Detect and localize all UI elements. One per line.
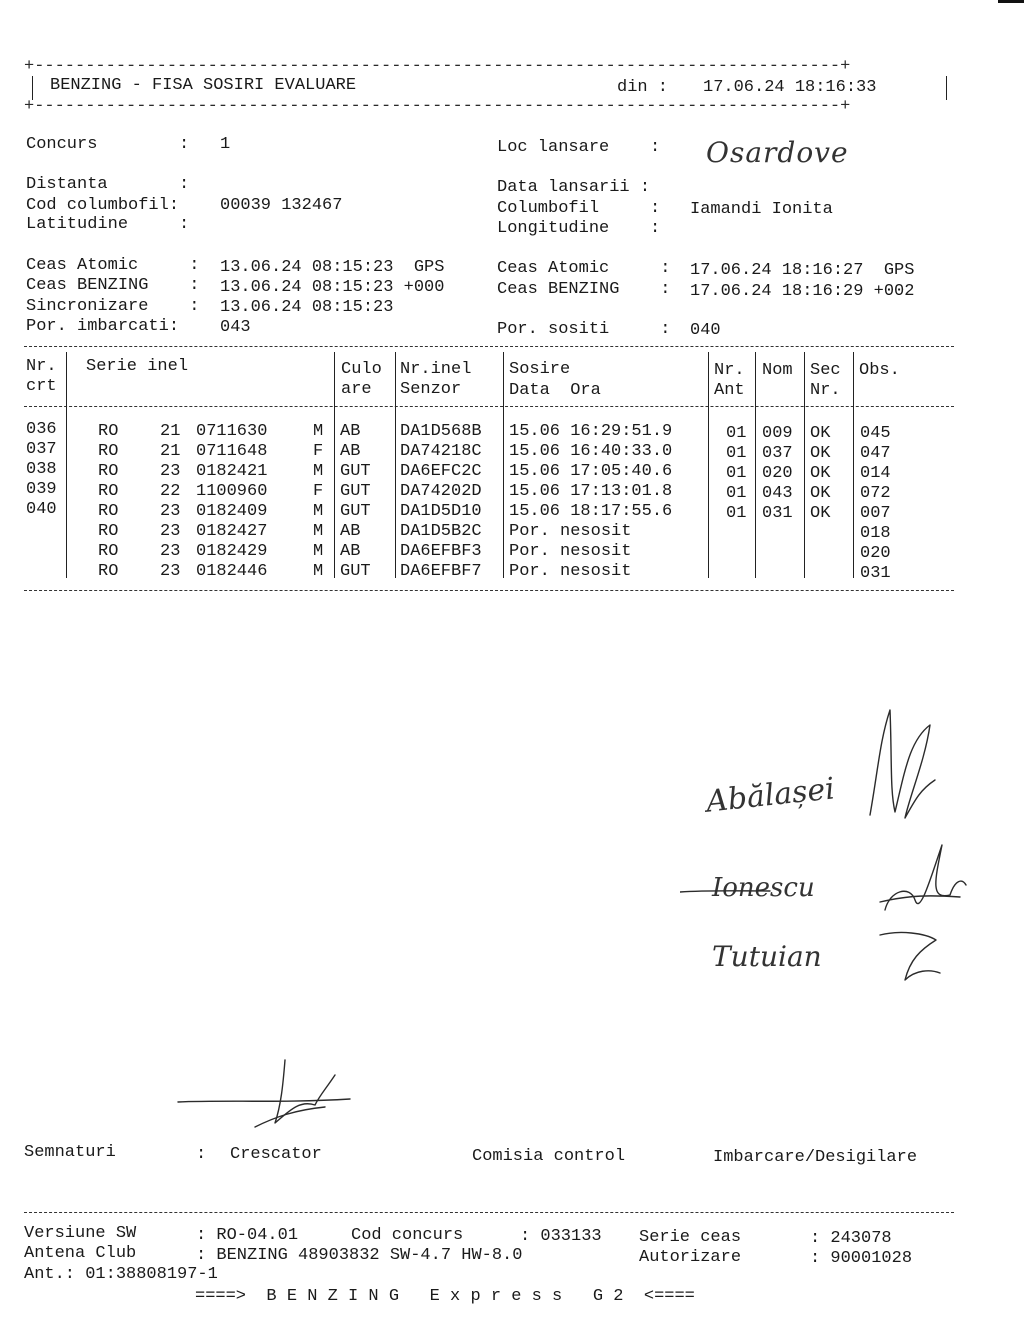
row-sensor: DA6EFBF7 xyxy=(400,562,482,581)
signature-mark-3 xyxy=(870,925,950,985)
col-divider-culoare xyxy=(395,352,396,578)
table-header-separator xyxy=(24,406,954,407)
ceas-atomic-end-label: Ceas Atomic : xyxy=(497,259,671,278)
row-color: AB xyxy=(340,442,361,461)
row-obs: 031 xyxy=(860,564,891,583)
row-nr: 040 xyxy=(26,500,57,519)
row-ring: 0182427 xyxy=(196,522,268,541)
row-color: GUT xyxy=(340,502,371,521)
handwritten-name-3: Tutuian xyxy=(712,940,822,973)
ceas-benzing-end-value: 17.06.24 18:16:29 +002 xyxy=(690,282,915,301)
brand-banner: ====> B E N Z I N G E x p r e s s G 2 <==== xyxy=(195,1287,695,1306)
row-nr: 037 xyxy=(26,440,57,459)
row-ring: 0182421 xyxy=(196,462,268,481)
th-culoare-1: Culo xyxy=(341,360,382,379)
row-nom: 020 xyxy=(762,464,793,483)
row-arrival: 15.06 17:05:40.6 xyxy=(509,462,673,481)
ceas-benzing-end-label: Ceas BENZING : xyxy=(497,280,671,299)
th-obs: Obs. xyxy=(859,361,900,380)
col-divider-ant xyxy=(755,352,756,578)
row-obs: 014 xyxy=(860,464,891,483)
loc-lansare-handwritten: Osardove xyxy=(706,136,849,169)
imbarcati-label: Por. imbarcati: xyxy=(26,317,180,336)
row-year: 21 xyxy=(160,422,181,441)
col-divider-nr xyxy=(66,352,67,578)
row-color: GUT xyxy=(340,482,371,501)
row-ring: 0182429 xyxy=(196,542,268,561)
row-sex: F xyxy=(313,482,324,501)
th-sosire-2: Data Ora xyxy=(509,381,601,400)
imbarcare-desigilare-label: Imbarcare/Desigilare xyxy=(713,1148,918,1167)
th-ant-1: Nr. xyxy=(714,361,745,380)
row-sensor: DA74218C xyxy=(400,442,482,461)
antenna-id: Ant.: 01:38808197-1 xyxy=(24,1265,218,1284)
row-color: AB xyxy=(340,522,361,541)
col-divider-inel xyxy=(503,352,504,578)
row-arrival: 15.06 16:40:33.0 xyxy=(509,442,673,461)
autorizare-label: Autorizare xyxy=(639,1248,742,1267)
table-border-top xyxy=(24,346,954,347)
row-sensor: DA6EFBF3 xyxy=(400,542,482,561)
row-country: RO xyxy=(98,462,119,481)
cod-concurs-label: Cod concurs xyxy=(351,1226,464,1245)
row-sex: M xyxy=(313,422,324,441)
row-color: AB xyxy=(340,542,361,561)
row-ring: 0182409 xyxy=(196,502,268,521)
row-year: 23 xyxy=(160,502,181,521)
row-sec: OK xyxy=(810,424,831,443)
cod-concurs-value: : 033133 xyxy=(520,1227,602,1246)
row-sec: OK xyxy=(810,484,831,503)
versiune-value: : RO-04.01 xyxy=(196,1226,299,1245)
scan-edge-mark xyxy=(998,0,1024,3)
th-sec-2: Nr. xyxy=(810,381,841,400)
ceas-atomic-start-value: 13.06.24 08:15:23 GPS xyxy=(220,258,445,277)
row-country: RO xyxy=(98,522,119,541)
row-arrival: Por. nesosit xyxy=(509,562,632,581)
col-divider-sosire xyxy=(708,352,709,578)
row-nom: 031 xyxy=(762,504,793,523)
serie-ceas-value: : 243078 xyxy=(810,1229,892,1248)
semnaturi-separator: : xyxy=(196,1145,207,1164)
row-country: RO xyxy=(98,562,119,581)
row-arrival: 15.06 16:29:51.9 xyxy=(509,422,673,441)
antena-club-value: : BENZING 48903832 SW-4.7 HW-8.0 xyxy=(196,1246,523,1265)
header-border-right xyxy=(946,76,947,100)
row-sensor: DA1D568B xyxy=(400,422,482,441)
semnaturi-label: Semnaturi xyxy=(24,1143,116,1162)
row-ant: 01 xyxy=(726,424,747,443)
th-inel-2: Senzor xyxy=(400,380,462,399)
cod-columbofil-value: 00039 132467 xyxy=(220,196,343,215)
row-country: RO xyxy=(98,542,119,561)
latitudine-label: Latitudine : xyxy=(26,215,190,234)
row-year: 23 xyxy=(160,542,181,561)
signature-mark-1 xyxy=(850,700,950,830)
row-ant: 01 xyxy=(726,504,747,523)
row-obs: 072 xyxy=(860,484,891,503)
row-sensor: DA1D5D10 xyxy=(400,502,482,521)
sincronizare-label: Sincronizare : xyxy=(26,297,200,316)
signature-mark-2 xyxy=(680,840,970,920)
loc-lansare-label: Loc lansare : xyxy=(497,138,661,157)
row-nom: 037 xyxy=(762,444,793,463)
row-ring: 0182446 xyxy=(196,562,268,581)
imbarcati-value: 043 xyxy=(220,318,251,337)
row-obs: 020 xyxy=(860,544,891,563)
sositi-label: Por. sositi : xyxy=(497,320,671,339)
row-sec: OK xyxy=(810,504,831,523)
row-sex: M xyxy=(313,522,324,541)
ceas-benzing-start-label: Ceas BENZING : xyxy=(26,276,200,295)
cod-columbofil-label: Cod columbofil: xyxy=(26,196,180,215)
row-sex: M xyxy=(313,502,324,521)
columbofil-label: Columbofil : xyxy=(497,199,661,218)
row-year: 23 xyxy=(160,562,181,581)
th-nom: Nom xyxy=(762,361,793,380)
th-nr-1: Nr. xyxy=(26,357,57,376)
report-date-value: 17.06.24 18:16:33 xyxy=(703,78,877,97)
th-inel-1: Nr.inel xyxy=(400,360,472,379)
handwritten-name-1: Abălașei xyxy=(704,771,837,820)
ceas-benzing-start-value: 13.06.24 08:15:23 +000 xyxy=(220,278,445,297)
row-color: AB xyxy=(340,422,361,441)
th-sosire-1: Sosire xyxy=(509,360,571,379)
row-sec: OK xyxy=(810,444,831,463)
row-nr: 038 xyxy=(26,460,57,479)
row-arrival: Por. nesosit xyxy=(509,522,632,541)
columbofil-value: Iamandi Ionita xyxy=(690,200,833,219)
row-obs: 045 xyxy=(860,424,891,443)
row-ring: 0711648 xyxy=(196,442,268,461)
report-title: BENZING - FISA SOSIRI EVALUARE xyxy=(50,76,357,95)
row-nr: 039 xyxy=(26,480,57,499)
row-sensor: DA74202D xyxy=(400,482,482,501)
row-sex: M xyxy=(313,462,324,481)
row-sensor: DA1D5B2C xyxy=(400,522,482,541)
row-year: 22 xyxy=(160,482,181,501)
sositi-value: 040 xyxy=(690,321,721,340)
header-border-bottom: +-------------------------------------------------------------------------------+ xyxy=(24,97,851,116)
ceas-atomic-end-value: 17.06.24 18:16:27 GPS xyxy=(690,261,915,280)
row-country: RO xyxy=(98,442,119,461)
row-nr: 036 xyxy=(26,420,57,439)
row-country: RO xyxy=(98,482,119,501)
autorizare-value: : 90001028 xyxy=(810,1249,913,1268)
th-nr-2: crt xyxy=(26,377,57,396)
data-lansarii-label: Data lansarii : xyxy=(497,178,651,197)
concurs-label: Concurs : xyxy=(26,135,190,154)
row-color: GUT xyxy=(340,562,371,581)
concurs-value: 1 xyxy=(220,135,231,154)
row-sec: OK xyxy=(810,464,831,483)
row-year: 23 xyxy=(160,522,181,541)
versiune-label: Versiune SW xyxy=(24,1224,137,1243)
row-nom: 043 xyxy=(762,484,793,503)
row-ant: 01 xyxy=(726,484,747,503)
sincronizare-value: 13.06.24 08:15:23 xyxy=(220,298,394,317)
row-ant: 01 xyxy=(726,464,747,483)
row-obs: 018 xyxy=(860,524,891,543)
row-arrival: 15.06 18:17:55.6 xyxy=(509,502,673,521)
row-arrival: 15.06 17:13:01.8 xyxy=(509,482,673,501)
row-year: 21 xyxy=(160,442,181,461)
row-sex: M xyxy=(313,542,324,561)
row-sensor: DA6EFC2C xyxy=(400,462,482,481)
signature-crescator-mark xyxy=(175,1055,355,1135)
header-border-top: +-------------------------------------------------------------------------------+ xyxy=(24,57,851,76)
row-year: 23 xyxy=(160,462,181,481)
table-border-bottom xyxy=(24,590,954,591)
th-ant-2: Ant xyxy=(714,381,745,400)
ceas-atomic-start-label: Ceas Atomic : xyxy=(26,256,200,275)
serie-ceas-label: Serie ceas xyxy=(639,1228,742,1247)
row-nom: 009 xyxy=(762,424,793,443)
row-country: RO xyxy=(98,422,119,441)
row-arrival: Por. nesosit xyxy=(509,542,632,561)
report-date-label: din : xyxy=(617,78,669,97)
row-sex: M xyxy=(313,562,324,581)
col-divider-nom xyxy=(804,352,805,578)
footer-separator xyxy=(24,1212,954,1213)
row-ring: 1100960 xyxy=(196,482,268,501)
row-ant: 01 xyxy=(726,444,747,463)
col-divider-serie xyxy=(334,352,335,578)
row-obs: 047 xyxy=(860,444,891,463)
longitudine-label: Longitudine : xyxy=(497,219,661,238)
row-obs: 007 xyxy=(860,504,891,523)
row-color: GUT xyxy=(340,462,371,481)
col-divider-sec xyxy=(853,352,854,578)
th-sec-1: Sec xyxy=(810,361,841,380)
antena-club-label: Antena Club xyxy=(24,1244,137,1263)
comisia-control-label: Comisia control xyxy=(472,1147,626,1166)
crescator-label: Crescator xyxy=(230,1145,322,1164)
row-sex: F xyxy=(313,442,324,461)
row-country: RO xyxy=(98,502,119,521)
row-ring: 0711630 xyxy=(196,422,268,441)
handwritten-name-2: Ionescu xyxy=(712,873,815,903)
th-serie-inel: Serie inel xyxy=(86,357,189,376)
distanta-label: Distanta : xyxy=(26,175,190,194)
th-culoare-2: are xyxy=(341,380,372,399)
